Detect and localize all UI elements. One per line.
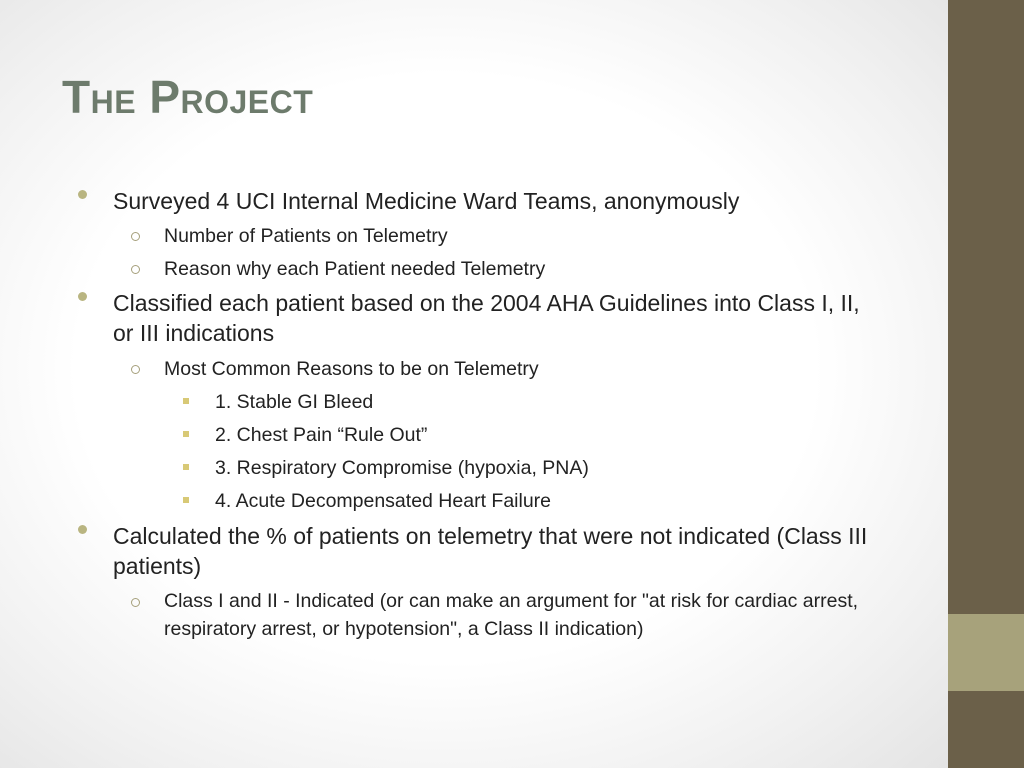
bullet-item: Surveyed 4 UCI Internal Medicine Ward Teams, anonymously <box>113 188 740 214</box>
sub-bullet-item: Class I and II - Indicated (or can make an argument for "at risk for cardiac arrest, respiratory arrest, or hypotension", a Class II indication) <box>164 590 859 640</box>
sub-bullet-item: Most Common Reasons to be on Telemetry <box>164 358 539 380</box>
bullet-ring-icon <box>131 232 140 241</box>
bullet-square-icon <box>183 497 189 503</box>
sub-bullet-item: Reason why each Patient needed Telemetry <box>164 258 546 280</box>
sub-sub-bullet-item: 1. Stable GI Bleed <box>215 391 374 413</box>
bullet-item: Classified each patient based on the 2004 AHA Guidelines into Class I, II, or III indications <box>113 290 860 346</box>
bullet-item: Calculated the % of patients on telemetry that were not indicated (Class III patients) <box>113 523 868 579</box>
bullet-ring-icon <box>131 598 140 607</box>
bullet-square-icon <box>183 398 189 404</box>
sub-sub-bullet-item: 4. Acute Decompensated Heart Failure <box>215 490 552 512</box>
bullet-dot-icon <box>78 190 87 199</box>
bullet-ring-icon <box>131 365 140 374</box>
bullet-dot-icon <box>78 292 87 301</box>
sub-sub-bullet-item: 2. Chest Pain “Rule Out” <box>215 424 428 446</box>
bullet-square-icon <box>183 431 189 437</box>
slide-title: The Project <box>62 71 314 123</box>
bullet-dot-icon <box>78 525 87 534</box>
sub-sub-bullet-item: 3. Respiratory Compromise (hypoxia, PNA) <box>215 457 589 479</box>
bullet-ring-icon <box>131 265 140 274</box>
bullet-square-icon <box>183 464 189 470</box>
side-bar-accent <box>948 614 1024 691</box>
sub-bullet-item: Number of Patients on Telemetry <box>164 225 448 247</box>
